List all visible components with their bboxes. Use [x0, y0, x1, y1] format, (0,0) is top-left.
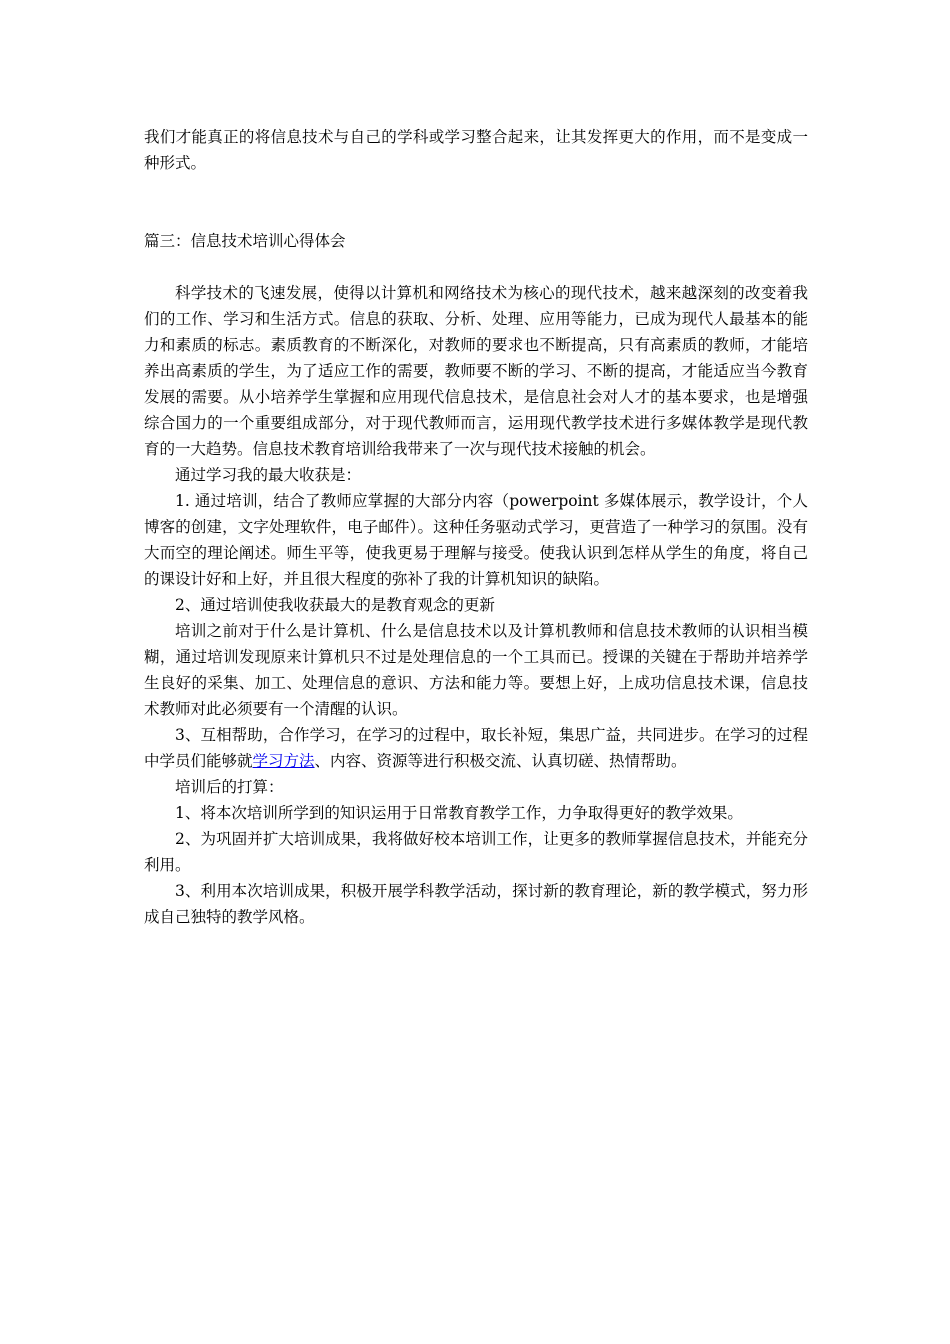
gain-item-1: 1. 通过培训，结合了教师应掌握的大部分内容（powerpoint 多媒体展示，教学设计，个人博客的创建，文字处理软件，电子邮件）。这种任务驱动式学习，更营造了一种学习的氛围。没有大而空的理论阐述。师生平等，使我更易于理解与接受。使我认识到怎样从学生的角度，将自己的课设计好和上好，并且很大程度的弥补了我的计算机知识的缺陷。 — [144, 492, 808, 588]
spacer — [144, 176, 808, 228]
paragraph-intro-tech: 科学技术的飞速发展，使得以计算机和网络技术为核心的现代技术，越来越深刻的改变着我们的工作、学习和生活方式。信息的获取、分析、处理、应用等能力，已成为现代人最基本的能力和素质的标志。素质教育的不断深化，对教师的要求也不断提高，只有高素质的教师，才能培养出高素质的学生，为了适应工作的需要，教师要不断的学习、不断的提高，才能适应当今教育发展的需要。从小培养学生掌握和应用现代信息技术，是信息社会对人才的基本要求，也是增强综合国力的一个重要组成部分，对于现代教师而言，运用现代教学技术进行多媒体教学是现代教育的一大趋势。信息技术教育培训给我带来了一次与现代技术接触的机会。 — [144, 284, 808, 458]
plans-heading: 培训后的打算： — [175, 778, 284, 796]
gains-heading: 通过学习我的最大收获是： — [175, 466, 362, 484]
gain-item-3-text-before: 3、互相帮助，合作学习，在学习的过程中，取长补短，集思广益，共同进步。在学习的过程中学员们能够就 — [144, 726, 808, 770]
intro-paragraph: 我们才能真正的将信息技术与自己的学科或学习整合起来，让其发挥更大的作用，而不是变成一种形式。 — [144, 128, 808, 172]
gain-item-3 — [144, 722, 808, 774]
document-body — [144, 124, 808, 930]
study-method-link[interactable]: 学习方法 — [252, 752, 315, 770]
section-title: 篇三：信息技术培训心得体会 — [144, 232, 346, 250]
plan-item-1: 1、将本次培训所学到的知识运用于日常教育教学工作，力争取得更好的教学效果。 — [175, 804, 743, 822]
gain-item-2-body: 培训之前对于什么是计算机、什么是信息技术以及计算机教师和信息技术教师的认识相当模糊，通过培训发现原来计算机只不过是处理信息的一个工具而已。授课的关键在于帮助并培养学生良好的采集、加工、处理信息的意识、方法和能力等。要想上好，上成功信息技术课，信息技术教师对此必须要有一个清醒的认识。 — [144, 622, 808, 718]
plan-item-2: 2、为巩固并扩大培训成果，我将做好校本培训工作，让更多的教师掌握信息技术，并能充分利用。 — [144, 830, 808, 874]
plan-item-3: 3、利用本次培训成果，积极开展学科教学活动，探讨新的教育理论，新的教学模式，努力形成自己独特的教学风格。 — [144, 882, 808, 926]
gain-item-2-heading: 2、通过培训使我收获最大的是教育观念的更新 — [175, 596, 495, 614]
spacer — [144, 254, 808, 280]
gain-item-3-text-after: 、内容、资源等进行积极交流、认真切磋、热情帮助。 — [314, 752, 687, 770]
